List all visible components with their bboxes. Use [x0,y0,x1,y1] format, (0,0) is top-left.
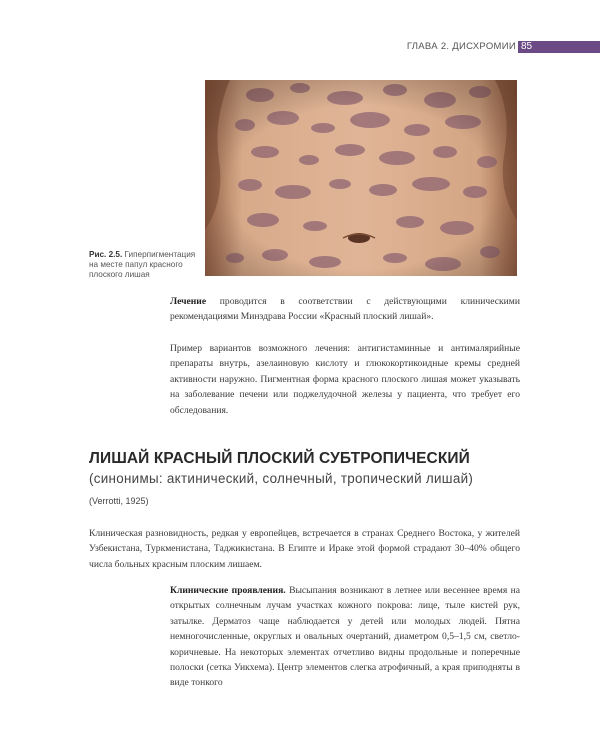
paragraph-treatment [170,294,520,325]
page-number-box [518,41,600,53]
section-synonyms: (синонимы: актинический, солнечный, тропический лишай) [89,471,474,486]
page-number: 85 [521,41,533,52]
figure-label: Рис. 2.5. [89,250,123,259]
clinical-text: Высыпания возникают в летнее или весеннее время на открытых солнечным лучам участках кожного покрова: лице, тыле кистей рук, затылке. Дерматоз чаще наблюдается у детей или молодых людей. Пятна немногочисленные, округлых и овальных очертаний, диаметром 0,5–1,5 см, светло-коричневые. На некоторых элементах отчетливо видны продольные и поперечные полоски (сетка Уикхема). Центр элементов слегка атрофичный, а края приподняты в виде тонкого [170,585,521,689]
section-title: ЛИШАЙ КРАСНЫЙ ПЛОСКИЙ СУБТРОПИЧЕСКИЙ [89,450,470,467]
paragraph-therapy: Пример вариантов возможного лечения: антигистаминные и антималярийные препараты внутрь, азелаиновую кислоту и глюкокортикоидные кремы средней активности наружно. Пигментная форма красного плоского лишая может указывать на заболевание печени или поджелудочной железы у пациента, что требует его обследования. [170,343,520,416]
section-author: (Verrotti, 1925) [89,496,149,506]
figure-caption [89,250,201,280]
running-head [0,40,600,54]
skin-photo-illustration [205,80,517,276]
treatment-text: проводится в соответствии с действующими клиническими рекомендациями Минздрава России «Красный плоский лишай». [170,296,521,323]
treatment-term: Лечение [170,296,207,307]
paragraph-intro: Клиническая разновидность, редкая у европейцев, встречается в странах Среднего Востока, у жителей Узбекистана, Туркменистана, Таджикистана. В Египте и Ираке этой формой страдают 30–40% общего числа больных красным плоским лишаем. [89,528,520,570]
clinical-term: Клинические проявления. [170,585,286,596]
figure-caption-text: Гиперпигментация на месте папул красного плоского лишая [89,250,196,279]
paragraph-clinical [170,583,520,691]
figure-photo [205,80,517,276]
chapter-title: ГЛАВА 2. ДИСХРОМИИ [406,41,516,52]
